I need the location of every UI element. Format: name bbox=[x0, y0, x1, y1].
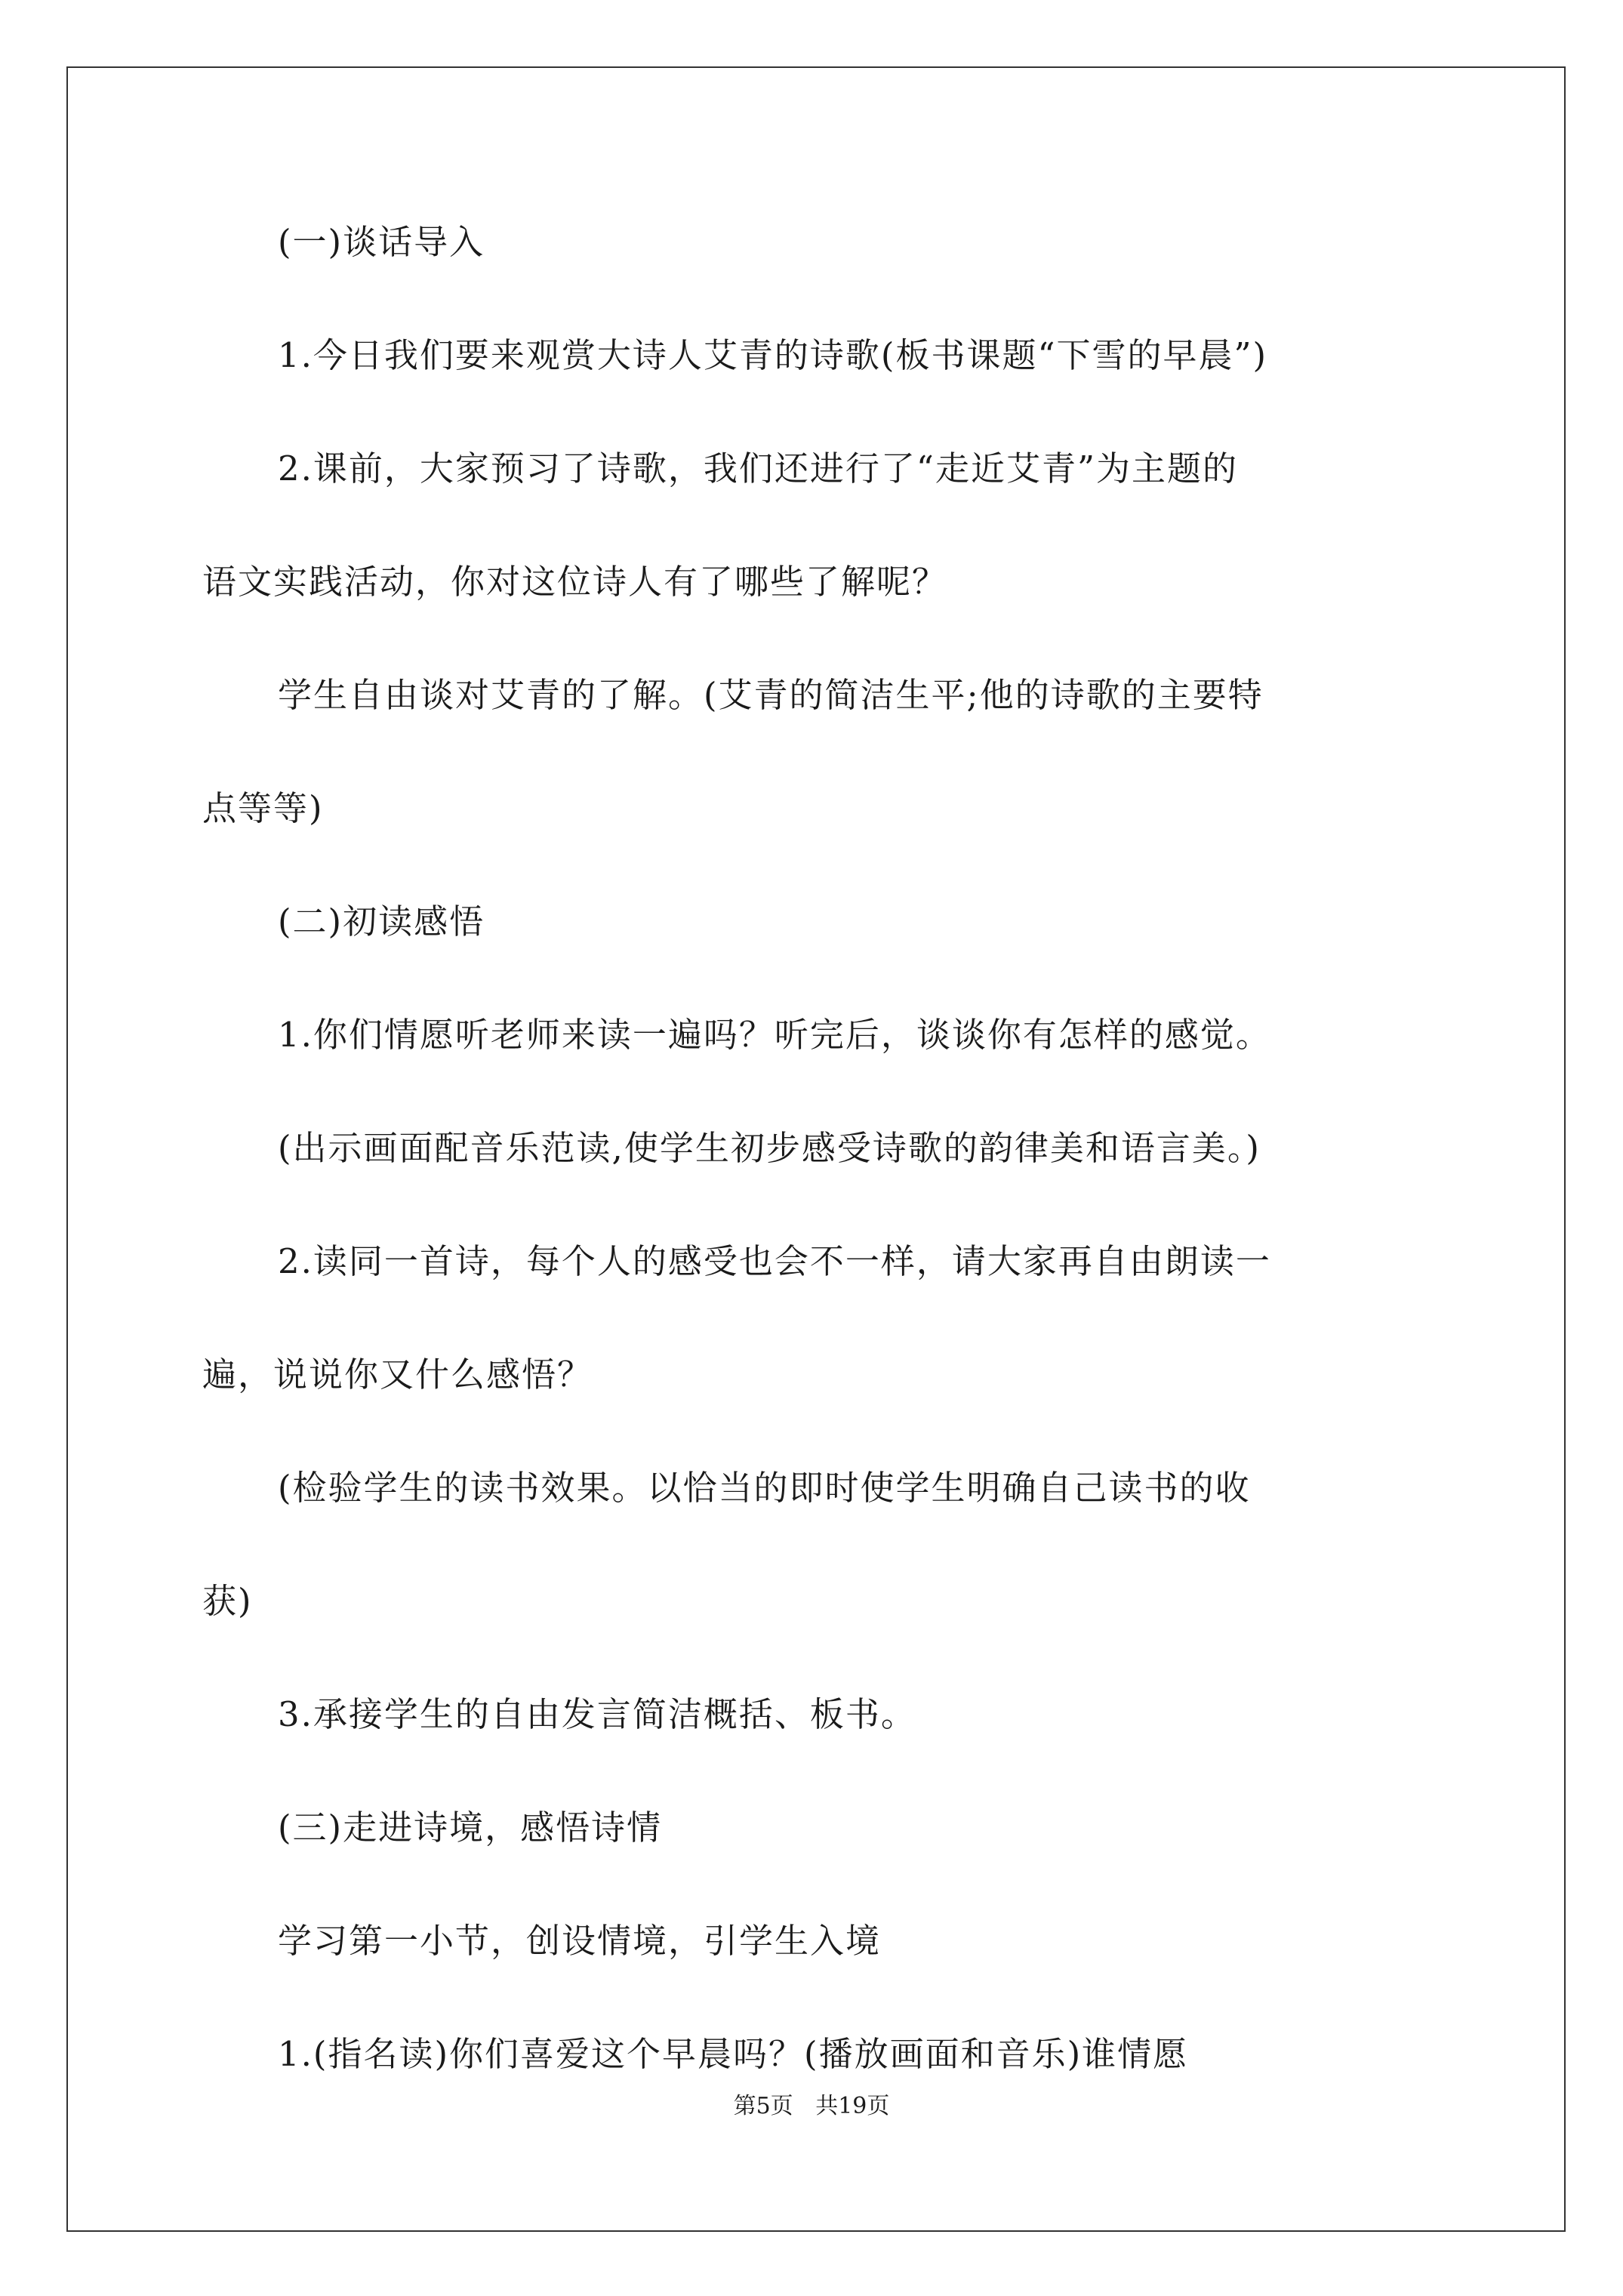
paragraph-line: (二)初读感悟 bbox=[278, 901, 485, 942]
paragraph-line: 3.承接学生的自由发言简洁概括、板书。 bbox=[278, 1694, 916, 1734]
document-body bbox=[202, 217, 1486, 2143]
paragraph-line: 1.今日我们要来观赏大诗人艾青的诗歌(板书课题“下雪的早晨”) bbox=[278, 335, 1268, 375]
paragraph-line: 获) bbox=[202, 1581, 253, 1621]
paragraph-line: 语文实践活动，你对这位诗人有了哪些了解呢？ bbox=[202, 562, 948, 602]
paragraph-line: 点等等) bbox=[202, 788, 324, 828]
paragraph-line: 学习第一小节，创设情境，引学生入境 bbox=[278, 1921, 882, 1961]
paragraph-line: (检验学生的读书效果。以恰当的即时使学生明确自己读书的收 bbox=[278, 1468, 1251, 1508]
page-footer bbox=[0, 2091, 1623, 2122]
paragraph-line: 遍，说说你又什么感悟？ bbox=[202, 1354, 593, 1395]
paragraph-line: 学生自由谈对艾青的了解。(艾青的简洁生平;他的诗歌的主要特 bbox=[278, 675, 1264, 715]
paragraph-line: (一)谈话导入 bbox=[278, 222, 485, 262]
paragraph-line: (出示画面配音乐范读,使学生初步感受诗歌的韵律美和语言美。) bbox=[278, 1128, 1261, 1168]
paragraph-line: 2.课前，大家预习了诗歌，我们还进行了“走近艾青”为主题的 bbox=[278, 448, 1238, 488]
page-total: 共19页 bbox=[815, 2093, 890, 2119]
paragraph-line: 1.(指名读)你们喜爱这个早晨吗？(播放画面和音乐)谁情愿 bbox=[278, 2034, 1189, 2074]
paragraph-line: (三)走进诗境，感悟诗情 bbox=[278, 1808, 663, 1848]
paragraph-line: 2.读同一首诗，每个人的感受也会不一样，请大家再自由朗读一 bbox=[278, 1241, 1271, 1281]
paragraph-line: 1.你们情愿听老师来读一遍吗？听完后，谈谈你有怎样的感觉。 bbox=[278, 1015, 1271, 1055]
page-number: 第5页 bbox=[733, 2093, 793, 2119]
